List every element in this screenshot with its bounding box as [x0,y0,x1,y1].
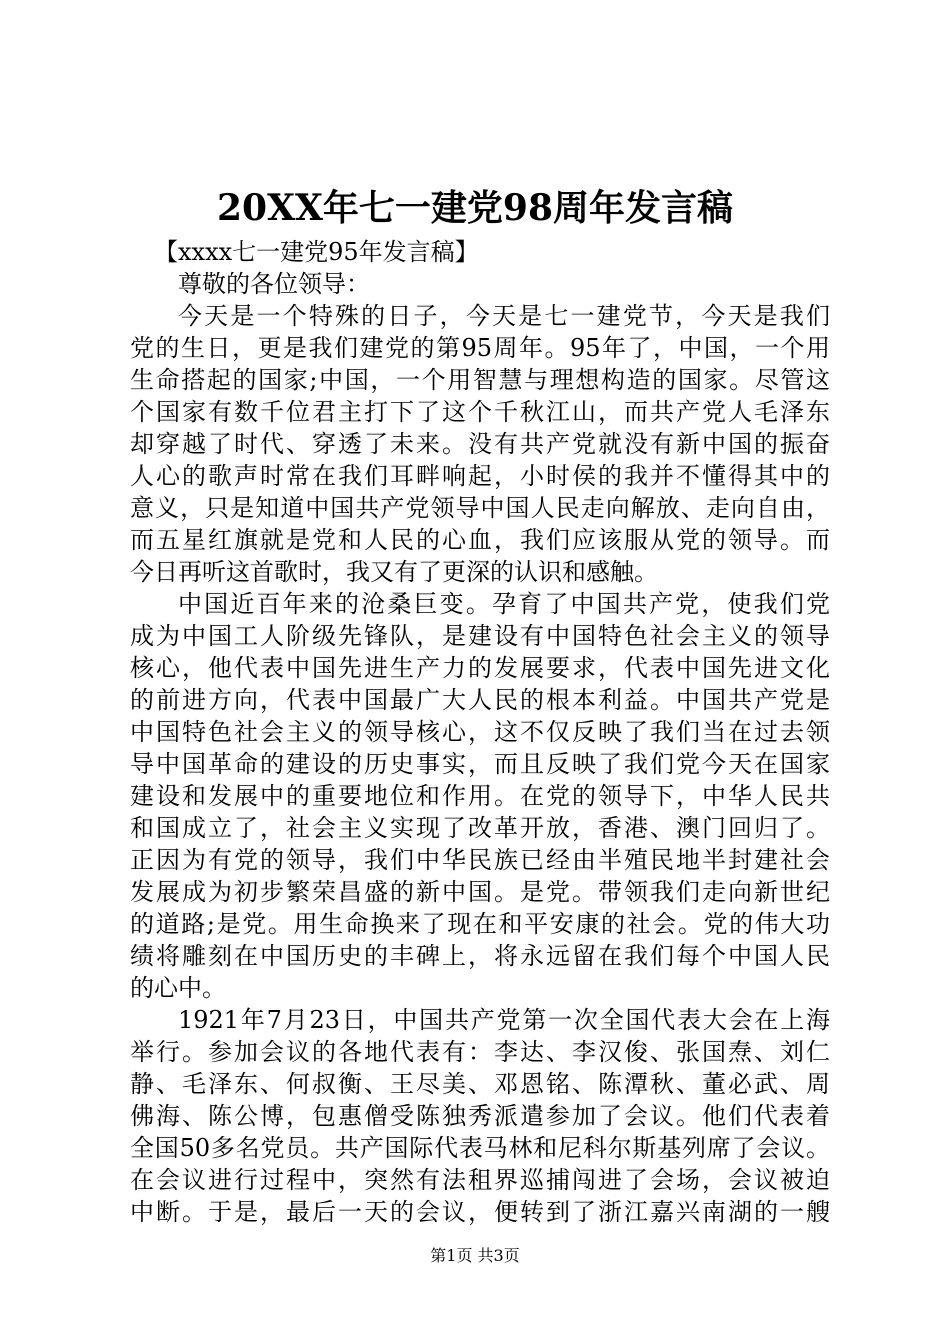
body-line: 1921年7月23日，中国共产党第一次全国代表大会在上海 [178,1006,830,1034]
body-line: 生命搭起的国家;中国，一个用智慧与理想构造的国家。尽管这 [130,366,830,394]
body-line: 导中国革命的建设的历史事实，而且反映了我们党今天在国家 [130,750,830,778]
body-line: 中国特色社会主义的领导核心，这不仅反映了我们当在过去领 [130,718,830,746]
body-line: 却穿越了时代、穿透了未来。没有共产党就没有新中国的振奋 [130,430,830,458]
body-line: 的道路;是党。用生命换来了现在和平安康的社会。党的伟大功 [130,910,830,938]
body-line: 人心的歌声时常在我们耳畔响起，小时侯的我并不懂得其中的 [130,462,830,490]
body-line: 而五星红旗就是党和人民的心血，我们应该服从党的领导。而 [130,526,830,554]
page-footer: 第1页 共3页 [430,1246,520,1265]
body-line: 静、毛泽东、何叔衡、王尽美、邓恩铭、陈潭秋、董必武、周 [130,1070,830,1098]
body-line: 尊敬的各位领导： [178,270,370,298]
body-line: 的前进方向，代表中国最广大人民的根本利益。中国共产党是 [130,686,830,714]
body-line: 中国近百年来的沧桑巨变。孕育了中国共产党，使我们党 [178,590,830,618]
body-line: 成为中国工人阶级先锋队，是建设有中国特色社会主义的领导 [130,622,830,650]
body-line: 正因为有党的领导，我们中华民族已经由半殖民地半封建社会 [130,846,830,874]
document-title: 20XX年七一建党98周年发言稿 [216,187,734,229]
body-line: 中断。于是，最后一天的会议，便转到了浙江嘉兴南湖的一艘 [130,1198,830,1226]
body-line: 核心，他代表中国先进生产力的发展要求，代表中国先进文化 [130,654,830,682]
body-line: 【xxxx七一建党95年发言稿】 [154,238,479,266]
body-line: 举行。参加会议的各地代表有：李达、李汉俊、张国焘、刘仁 [130,1038,830,1066]
body-line: 全国50多名党员。共产国际代表马林和尼科尔斯基列席了会议。 [130,1134,830,1162]
body-line: 在会议进行过程中，突然有法租界巡捕闯进了会场，会议被迫 [130,1166,830,1194]
body-line: 建设和发展中的重要地位和作用。在党的领导下，中华人民共 [130,782,830,810]
body-line: 党的生日，更是我们建党的第95周年。95年了，中国，一个用 [130,334,830,362]
body-line: 今日再听这首歌时，我又有了更深的认识和感触。 [130,558,658,586]
body-line: 和国成立了，社会主义实现了改革开放，香港、澳门回归了。 [130,814,830,842]
body-line: 发展成为初步繁荣昌盛的新中国。是党。带领我们走向新世纪 [130,878,830,906]
body-line: 意义，只是知道中国共产党领导中国人民走向解放、走向自由， [130,494,830,522]
body-line: 佛海、陈公博，包惠僧受陈独秀派遣参加了会议。他们代表着 [130,1102,830,1130]
body-line: 今天是一个特殊的日子，今天是七一建党节，今天是我们 [178,302,830,330]
body-line: 绩将雕刻在中国历史的丰碑上，将永远留在我们每个中国人民 [130,942,830,970]
body-line: 个国家有数千位君主打下了这个千秋江山，而共产党人毛泽东 [130,398,830,426]
body-line: 的心中。 [130,974,226,1002]
document-body [130,236,830,1228]
